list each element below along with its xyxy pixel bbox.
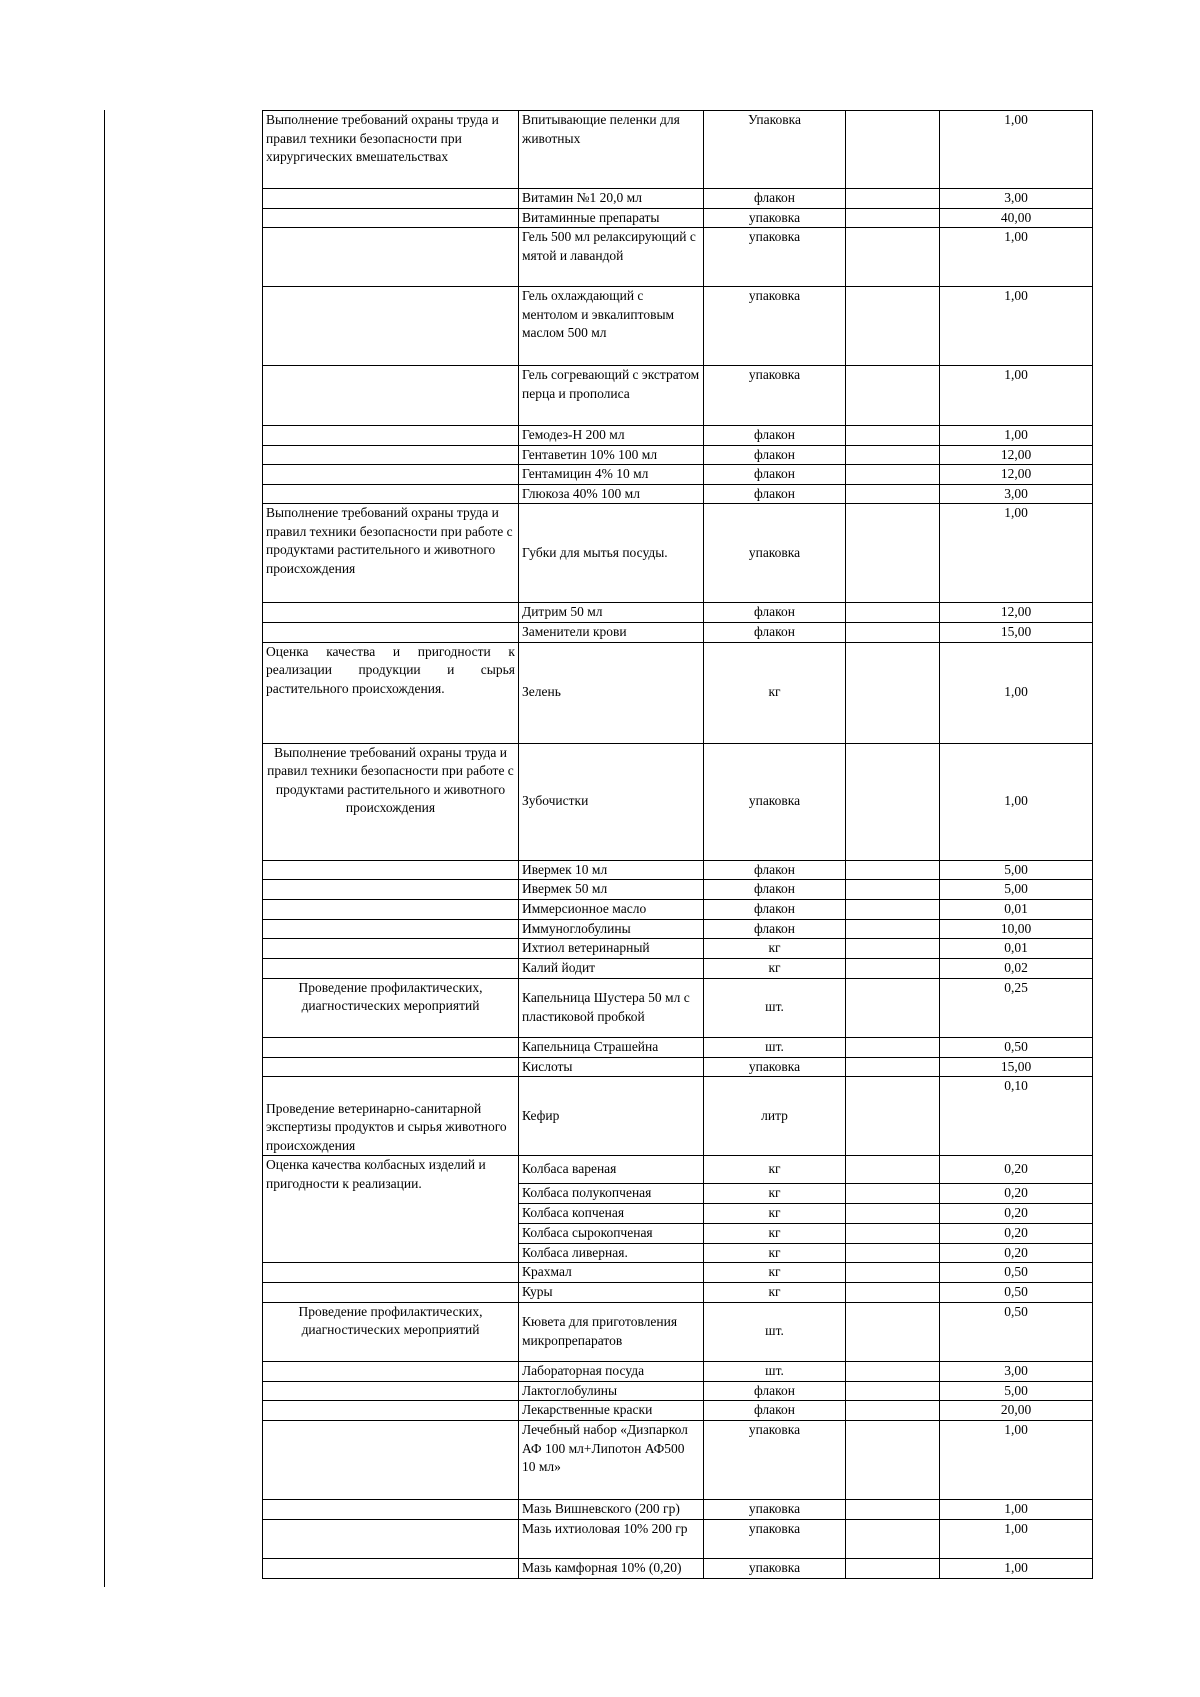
cell-competency [263, 1283, 519, 1303]
table-row [263, 426, 1093, 446]
cell-empty [846, 228, 940, 287]
cell-competency [263, 1559, 519, 1579]
cell-item-name: Лабораторная посуда [519, 1361, 704, 1381]
table-row [263, 1381, 1093, 1401]
cell-quantity: 12,00 [940, 445, 1093, 465]
cell-competency [263, 1401, 519, 1421]
cell-unit: шт. [704, 1037, 846, 1057]
cell-unit: флакон [704, 919, 846, 939]
cell-unit: литр [704, 1077, 846, 1156]
cell-quantity: 1,00 [940, 1559, 1093, 1579]
cell-quantity: 1,00 [940, 111, 1093, 189]
table-row [263, 958, 1093, 978]
table-row [263, 880, 1093, 900]
cell-competency [263, 426, 519, 446]
cell-competency: Проведение профилактических, диагностических мероприятий [263, 978, 519, 1037]
table-row [263, 1559, 1093, 1579]
cell-competency [263, 939, 519, 959]
cell-empty [846, 642, 940, 743]
cell-item-name: Мазь камфорная 10% (0,20) [519, 1559, 704, 1579]
cell-unit: флакон [704, 1401, 846, 1421]
cell-quantity: 15,00 [940, 623, 1093, 643]
cell-competency: Оценка качества колбасных изделий и пригодности к реализации. [263, 1156, 519, 1263]
table-row [263, 111, 1093, 189]
cell-unit: Упаковка [704, 111, 846, 189]
cell-competency [263, 603, 519, 623]
table-row [263, 484, 1093, 504]
cell-empty [846, 978, 940, 1037]
cell-empty [846, 1243, 940, 1263]
cell-quantity: 0,20 [940, 1243, 1093, 1263]
cell-competency: Оценка качества и пригодности к реализации продукции и сырья растительного происхождения. [263, 642, 519, 743]
cell-empty [846, 1381, 940, 1401]
cell-quantity: 1,00 [940, 426, 1093, 446]
cell-competency [263, 1381, 519, 1401]
cell-empty [846, 465, 940, 485]
cell-competency [263, 189, 519, 209]
cell-competency [263, 366, 519, 426]
cell-quantity: 3,00 [940, 1361, 1093, 1381]
cell-quantity: 3,00 [940, 189, 1093, 209]
cell-unit: кг [704, 1283, 846, 1303]
cell-empty [846, 860, 940, 880]
cell-unit: упаковка [704, 1057, 846, 1077]
cell-item-name: Иммуноглобулины [519, 919, 704, 939]
cell-empty [846, 1559, 940, 1579]
table-row [263, 603, 1093, 623]
table-row [263, 1263, 1093, 1283]
cell-quantity: 0,50 [940, 1263, 1093, 1283]
cell-competency [263, 1263, 519, 1283]
cell-unit: флакон [704, 860, 846, 880]
cell-empty [846, 899, 940, 919]
cell-quantity: 12,00 [940, 465, 1093, 485]
cell-competency [263, 1037, 519, 1057]
table-row [263, 1500, 1093, 1520]
cell-item-name: Кефир [519, 1077, 704, 1156]
cell-item-name: Капельница Страшейна [519, 1037, 704, 1057]
cell-quantity: 12,00 [940, 603, 1093, 623]
cell-quantity: 15,00 [940, 1057, 1093, 1077]
cell-unit: флакон [704, 899, 846, 919]
cell-unit: упаковка [704, 366, 846, 426]
cell-item-name: Гель охлаждающий с ментолом и эвкалиптовым маслом 500 мл [519, 287, 704, 366]
cell-unit: упаковка [704, 287, 846, 366]
cell-unit: кг [704, 1223, 846, 1243]
cell-quantity: 5,00 [940, 1381, 1093, 1401]
cell-empty [846, 1421, 940, 1500]
cell-unit: упаковка [704, 743, 846, 860]
cell-quantity: 5,00 [940, 880, 1093, 900]
table-row [263, 228, 1093, 287]
cell-item-name: Капельница Шустера 50 мл с пластиковой пробкой [519, 978, 704, 1037]
table-row [263, 1361, 1093, 1381]
cell-empty [846, 426, 940, 446]
cell-empty [846, 919, 940, 939]
cell-unit: упаковка [704, 1500, 846, 1520]
cell-quantity: 1,00 [940, 1520, 1093, 1559]
cell-unit: кг [704, 1184, 846, 1204]
page-margin-line [104, 110, 105, 1587]
cell-empty [846, 1401, 940, 1421]
cell-item-name: Мазь ихтиоловая 10% 200 гр [519, 1520, 704, 1559]
cell-quantity: 1,00 [940, 1500, 1093, 1520]
cell-unit: флакон [704, 880, 846, 900]
cell-item-name: Лекарственные краски [519, 1401, 704, 1421]
table-row [263, 1401, 1093, 1421]
cell-empty [846, 504, 940, 603]
cell-quantity: 1,00 [940, 504, 1093, 603]
cell-item-name: Зелень [519, 642, 704, 743]
cell-unit: флакон [704, 426, 846, 446]
table-row [263, 1077, 1093, 1156]
table-row [263, 978, 1093, 1037]
cell-quantity: 0,25 [940, 978, 1093, 1037]
cell-item-name: Зубочистки [519, 743, 704, 860]
cell-competency: Проведение ветеринарно-санитарной экспертизы продуктов и сырья животного происхождения [263, 1077, 519, 1156]
cell-unit: кг [704, 1156, 846, 1184]
cell-empty [846, 1500, 940, 1520]
cell-quantity: 40,00 [940, 208, 1093, 228]
cell-item-name: Иммерсионное масло [519, 899, 704, 919]
cell-unit: упаковка [704, 208, 846, 228]
cell-empty [846, 484, 940, 504]
cell-quantity: 0,01 [940, 899, 1093, 919]
table-row [263, 642, 1093, 743]
cell-quantity: 20,00 [940, 1401, 1093, 1421]
cell-unit: упаковка [704, 1559, 846, 1579]
cell-empty [846, 958, 940, 978]
cell-item-name: Ивермек 10 мл [519, 860, 704, 880]
table-row [263, 1302, 1093, 1361]
table-row [263, 1156, 1093, 1184]
cell-quantity: 10,00 [940, 919, 1093, 939]
cell-quantity: 0,20 [940, 1156, 1093, 1184]
table-row [263, 189, 1093, 209]
cell-item-name: Впитывающие пеленки для животных [519, 111, 704, 189]
cell-item-name: Глюкоза 40% 100 мл [519, 484, 704, 504]
cell-item-name: Дитрим 50 мл [519, 603, 704, 623]
cell-empty [846, 1037, 940, 1057]
table-row [263, 1037, 1093, 1057]
cell-empty [846, 623, 940, 643]
cell-item-name: Лечебный набор «Дизпаркол АФ 100 мл+Липотон АФ500 10 мл» [519, 1421, 704, 1500]
cell-unit: упаковка [704, 228, 846, 287]
cell-item-name: Гентамицин 4% 10 мл [519, 465, 704, 485]
cell-empty [846, 1283, 940, 1303]
cell-competency [263, 860, 519, 880]
cell-empty [846, 880, 940, 900]
cell-unit: кг [704, 1263, 846, 1283]
cell-competency [263, 228, 519, 287]
cell-item-name: Кислоты [519, 1057, 704, 1077]
table-row [263, 504, 1093, 603]
table-row [263, 366, 1093, 426]
cell-unit: флакон [704, 1381, 846, 1401]
cell-item-name: Крахмал [519, 1263, 704, 1283]
cell-empty [846, 1077, 940, 1156]
cell-empty [846, 1204, 940, 1224]
cell-empty [846, 189, 940, 209]
cell-empty [846, 445, 940, 465]
cell-competency: Проведение профилактических, диагностических мероприятий [263, 1302, 519, 1361]
cell-empty [846, 1263, 940, 1283]
cell-unit: флакон [704, 623, 846, 643]
cell-competency [263, 465, 519, 485]
cell-competency [263, 1057, 519, 1077]
cell-unit: кг [704, 939, 846, 959]
cell-item-name: Кювета для приготовления микропрепаратов [519, 1302, 704, 1361]
cell-unit: кг [704, 958, 846, 978]
cell-empty [846, 366, 940, 426]
cell-competency [263, 445, 519, 465]
cell-empty [846, 1223, 940, 1243]
cell-item-name: Заменители крови [519, 623, 704, 643]
cell-item-name: Мазь Вишневского (200 гр) [519, 1500, 704, 1520]
cell-unit: шт. [704, 1302, 846, 1361]
cell-competency [263, 1520, 519, 1559]
cell-empty [846, 1057, 940, 1077]
cell-unit: упаковка [704, 504, 846, 603]
cell-empty [846, 1361, 940, 1381]
cell-unit: кг [704, 1204, 846, 1224]
cell-item-name: Ихтиол ветеринарный [519, 939, 704, 959]
cell-empty [846, 1520, 940, 1559]
cell-quantity: 0,20 [940, 1223, 1093, 1243]
cell-item-name: Калий йодит [519, 958, 704, 978]
cell-quantity: 0,02 [940, 958, 1093, 978]
cell-unit: кг [704, 642, 846, 743]
cell-empty [846, 1302, 940, 1361]
cell-quantity: 1,00 [940, 1421, 1093, 1500]
cell-competency [263, 880, 519, 900]
cell-competency [263, 958, 519, 978]
cell-quantity: 1,00 [940, 287, 1093, 366]
cell-item-name: Колбаса сырокопченая [519, 1223, 704, 1243]
cell-competency [263, 899, 519, 919]
cell-empty [846, 1156, 940, 1184]
cell-competency: Выполнение требований охраны труда и правил техники безопасности при работе с продуктами растительного и животного происхождения [263, 504, 519, 603]
cell-item-name: Колбаса копченая [519, 1204, 704, 1224]
cell-unit: флакон [704, 603, 846, 623]
cell-competency [263, 287, 519, 366]
table-row [263, 1283, 1093, 1303]
cell-quantity: 0,50 [940, 1283, 1093, 1303]
cell-quantity: 1,00 [940, 228, 1093, 287]
cell-quantity: 1,00 [940, 642, 1093, 743]
cell-empty [846, 939, 940, 959]
cell-item-name: Куры [519, 1283, 704, 1303]
cell-empty [846, 1184, 940, 1204]
cell-unit: шт. [704, 978, 846, 1037]
cell-unit: флакон [704, 445, 846, 465]
cell-competency [263, 1500, 519, 1520]
table-row [263, 919, 1093, 939]
cell-item-name: Гель согревающий с экстратом перца и прополиса [519, 366, 704, 426]
cell-quantity: 1,00 [940, 743, 1093, 860]
cell-unit: упаковка [704, 1520, 846, 1559]
cell-quantity: 0,20 [940, 1204, 1093, 1224]
table-row [263, 1057, 1093, 1077]
cell-empty [846, 208, 940, 228]
table-row [263, 465, 1093, 485]
cell-quantity: 0,20 [940, 1184, 1093, 1204]
cell-competency [263, 208, 519, 228]
cell-item-name: Гентаветин 10% 100 мл [519, 445, 704, 465]
table-row [263, 1421, 1093, 1500]
table-row [263, 623, 1093, 643]
cell-competency: Выполнение требований охраны труда и правил техники безопасности при хирургических вмешательствах [263, 111, 519, 189]
table-row [263, 899, 1093, 919]
cell-quantity: 1,00 [940, 366, 1093, 426]
cell-empty [846, 603, 940, 623]
cell-item-name: Колбаса вареная [519, 1156, 704, 1184]
cell-competency [263, 484, 519, 504]
cell-item-name: Витаминные препараты [519, 208, 704, 228]
table-row [263, 445, 1093, 465]
cell-quantity: 3,00 [940, 484, 1093, 504]
cell-competency: Выполнение требований охраны труда и правил техники безопасности при работе с продуктами растительного и животного происхождения [263, 743, 519, 860]
cell-unit: кг [704, 1243, 846, 1263]
table-row [263, 1520, 1093, 1559]
table-row [263, 860, 1093, 880]
cell-quantity: 0,50 [940, 1302, 1093, 1361]
cell-unit: упаковка [704, 1421, 846, 1500]
cell-empty [846, 287, 940, 366]
cell-quantity: 5,00 [940, 860, 1093, 880]
table-row [263, 287, 1093, 366]
table-row [263, 939, 1093, 959]
table-row [263, 743, 1093, 860]
cell-quantity: 0,01 [940, 939, 1093, 959]
cell-item-name: Лактоглобулины [519, 1381, 704, 1401]
cell-item-name: Гемодез-Н 200 мл [519, 426, 704, 446]
cell-competency [263, 919, 519, 939]
cell-item-name: Колбаса ливерная. [519, 1243, 704, 1263]
cell-competency [263, 1361, 519, 1381]
cell-item-name: Витамин №1 20,0 мл [519, 189, 704, 209]
table-row [263, 208, 1093, 228]
cell-unit: шт. [704, 1361, 846, 1381]
cell-quantity: 0,50 [940, 1037, 1093, 1057]
cell-empty [846, 111, 940, 189]
cell-unit: флакон [704, 465, 846, 485]
cell-item-name: Гель 500 мл релаксирующий с мятой и лавандой [519, 228, 704, 287]
cell-unit: флакон [704, 189, 846, 209]
cell-item-name: Ивермек 50 мл [519, 880, 704, 900]
cell-empty [846, 743, 940, 860]
cell-quantity: 0,10 [940, 1077, 1093, 1156]
cell-competency [263, 1421, 519, 1500]
materials-table [262, 110, 1093, 1579]
cell-unit: флакон [704, 484, 846, 504]
cell-competency [263, 623, 519, 643]
cell-item-name: Губки для мытья посуды. [519, 504, 704, 603]
cell-item-name: Колбаса полукопченая [519, 1184, 704, 1204]
